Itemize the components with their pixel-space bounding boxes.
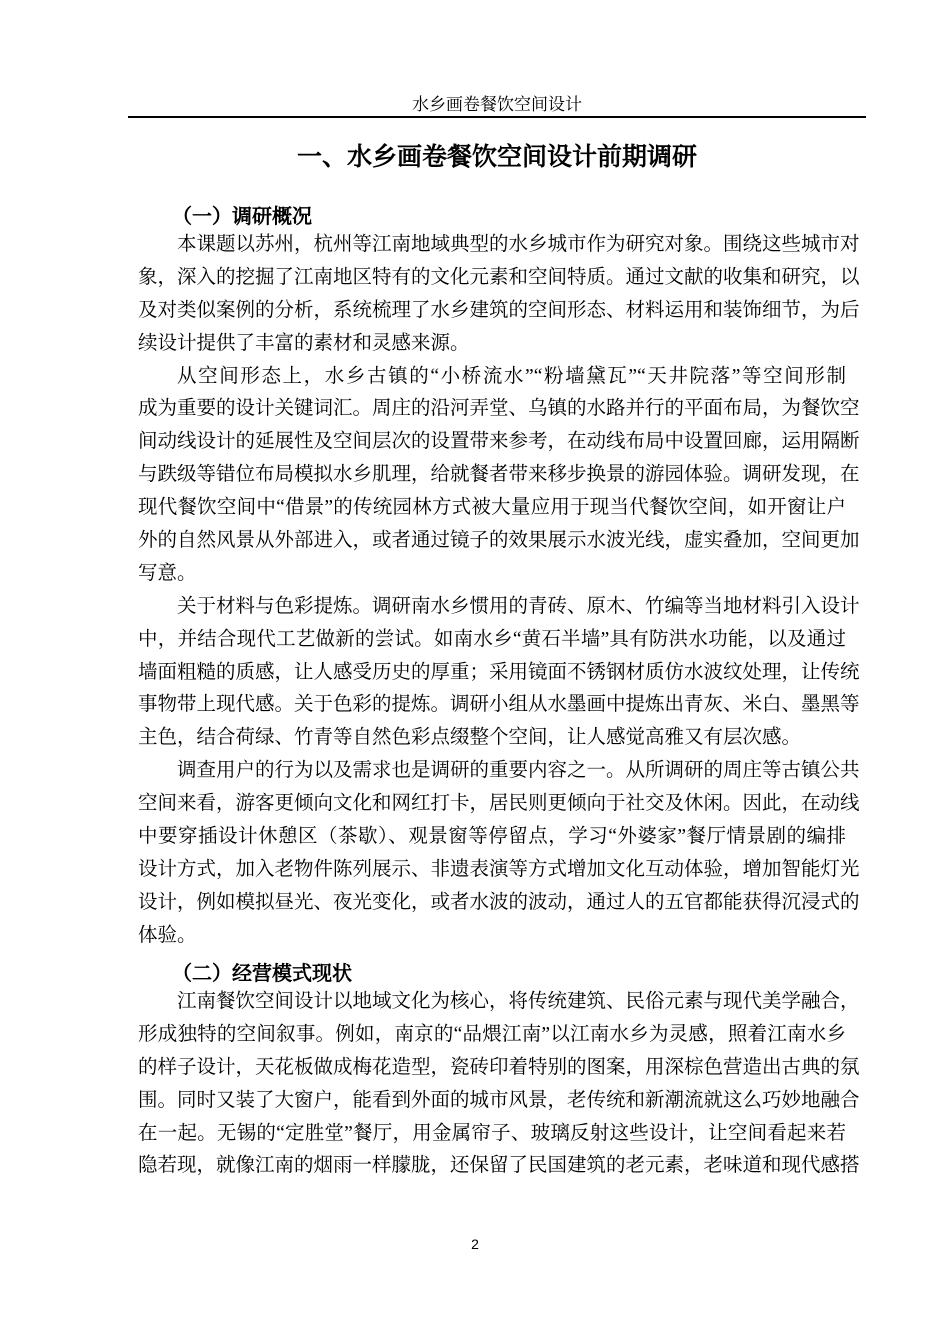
text-line: 设计方式，加入老物件陈列展示、非遗表演等方式增加文化互动体验，增加智能灯光 <box>138 858 860 880</box>
paragraph <box>138 986 860 1183</box>
text-line: 体验。 <box>138 924 197 946</box>
section-body-business-model <box>138 986 860 1183</box>
header-rule <box>128 116 866 118</box>
text-line: 成为重要的设计关键词汇。周庄的沿河弄堂、乌镇的水路并行的平面布局，为餐饮空 <box>138 398 860 420</box>
text-line: 设计，例如模拟昼光、夜光变化，或者水波的波动，通过人的五官都能获得沉浸式的 <box>138 891 860 913</box>
paragraph <box>138 361 860 591</box>
text-line: 调查用户的行为以及需求也是调研的重要内容之一。从所调研的周庄等古镇公共 <box>177 760 860 782</box>
text-line: 关于材料与色彩提炼。调研南水乡惯用的青砖、原木、竹编等当地材料引入设计 <box>177 595 860 617</box>
page-number: 2 <box>471 1236 479 1252</box>
paragraph <box>138 229 860 361</box>
text-line: 象，深入的挖掘了江南地区特有的文化元素和空间特质。通过文献的收集和研究，以 <box>138 266 860 288</box>
chapter-title: 一、水乡画卷餐饮空间设计前期调研 <box>296 143 697 171</box>
text-line: 中，并结合现代工艺做新的尝试。如南水乡“黄石半墙”具有防洪水功能，以及通过 <box>138 628 846 650</box>
text-line: 及对类似案例的分析，系统梳理了水乡建筑的空间形态、材料运用和装饰细节，为后 <box>138 299 860 321</box>
section-body-survey <box>138 229 860 953</box>
text-line: 从空间形态上，水乡古镇的“小桥流水”“粉墙黛瓦”“天井院落”等空间形制 <box>177 365 846 387</box>
paragraph <box>138 755 860 952</box>
text-line: 的样子设计，天花板做成梅花造型，瓷砖印着特别的图案，用深棕色营造出古典的氛 <box>138 1056 860 1078</box>
text-line: 形成独特的空间叙事。例如，南京的“品煨江南”以江南水乡为灵感，照着江南水乡 <box>138 1023 846 1045</box>
text-line: 间动线设计的延展性及空间层次的设置带来参考，在动线布局中设置回廊，运用隔断 <box>138 431 860 453</box>
text-line: 隐若现，就像江南的烟雨一样朦胧，还保留了民国建筑的老元素，老味道和现代感搭 <box>138 1155 860 1177</box>
text-line: 本课题以苏州，杭州等江南地域典型的水乡城市作为研究对象。围绕这些城市对 <box>177 234 860 255</box>
text-line: 空间来看，游客更倾向文化和网红打卡，居民则更倾向于社交及休闲。因此，在动线 <box>138 793 860 815</box>
text-line: 围。同时又装了大窗户，能看到外面的城市风景，老传统和新潮流就这么巧妙地融合 <box>138 1089 860 1111</box>
text-line: 江南餐饮空间设计以地域文化为核心，将传统建筑、民俗元素与现代美学融合， <box>177 991 860 1012</box>
text-line: 事物带上现代感。关于色彩的提炼。调研小组从水墨画中提炼出青灰、米白、墨黑等 <box>138 694 860 716</box>
text-line: 主色，结合荷绿、竹青等自然色彩点缀整个空间，让人感觉高雅又有层次感。 <box>138 727 802 749</box>
section-heading-business-model: （二）经营模式现状 <box>172 963 352 985</box>
text-line: 续设计提供了丰富的素材和灵感来源。 <box>138 332 470 354</box>
text-line: 外的自然风景从外部进入，或者通过镜子的效果展示水波光线，虚实叠加，空间更加 <box>138 530 860 552</box>
paragraph <box>138 591 860 755</box>
text-line: 与跌级等错位布局模拟水乡肌理，给就餐者带来移步换景的游园体验。调研发现，在 <box>138 464 860 486</box>
text-line: 中要穿插设计休憩区（茶歇）、观景窗等停留点，学习“外婆家”餐厅情景剧的编排 <box>138 826 846 848</box>
text-line: 写意。 <box>138 562 197 584</box>
text-line: 在一起。无锡的“定胜堂”餐厅，用金属帘子、玻璃反射这些设计，让空间看起来若 <box>138 1122 846 1144</box>
section-heading-survey: （一）调研概况 <box>172 206 312 228</box>
text-line: 墙面粗糙的质感，让人感受历史的厚重；采用镜面不锈钢材质仿水波纹处理，让传统 <box>138 661 860 683</box>
running-header: 水乡画卷餐饮空间设计 <box>412 95 582 114</box>
text-line: 现代餐饮空间中“借景”的传统园林方式被大量应用于现当代餐饮空间，如开窗让户 <box>138 497 846 519</box>
